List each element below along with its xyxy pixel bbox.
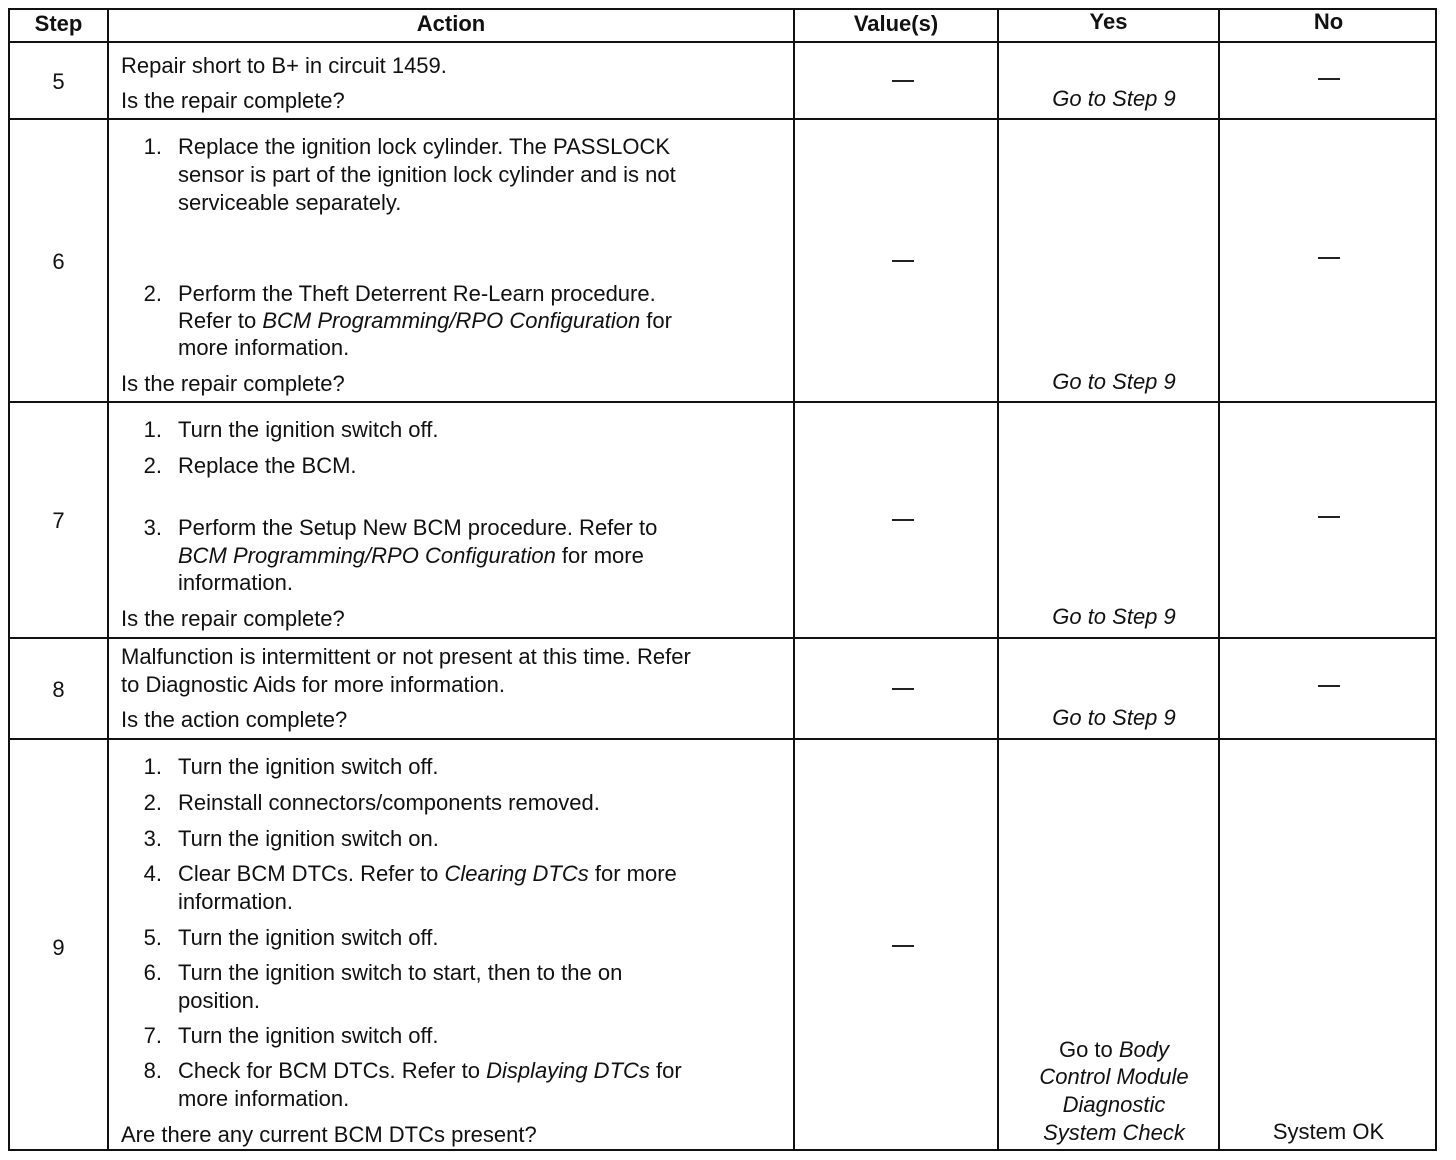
step-number: 5 (52, 69, 65, 94)
action-line: more information. (178, 335, 350, 360)
action-line: Perform the Setup New BCM procedure. Refer to (178, 515, 658, 540)
action-question: Are there any current BCM DTCs present? (121, 1122, 537, 1147)
list-number: 3. (143, 515, 162, 540)
value-dash (892, 519, 914, 521)
column-divider (793, 8, 795, 1151)
yes-go-to-reference: Go to Body (1058, 1037, 1170, 1062)
list-number: 7. (143, 1023, 162, 1048)
yes-go-to-step: Go to Step 9 (1052, 369, 1176, 394)
yes-go-to-reference: Diagnostic (1062, 1092, 1166, 1117)
action-line: Clear BCM DTCs. Refer to Clearing DTCs for more (178, 861, 677, 886)
action-question: Is the action complete? (121, 707, 348, 732)
action-line: Turn the ignition switch off. (178, 925, 439, 950)
action-text: to Diagnostic Aids for more information. (121, 672, 505, 697)
no-dash (1318, 685, 1340, 687)
action-line: Turn the ignition switch to start, then to the on (178, 960, 623, 985)
no-system-ok: System OK (1272, 1119, 1385, 1144)
list-number: 6. (143, 960, 162, 985)
action-line: position. (178, 988, 260, 1013)
step-number: 6 (52, 249, 65, 274)
action-line: serviceable separately. (178, 190, 402, 215)
header-values: Value(s) (853, 11, 939, 36)
value-dash (892, 80, 914, 82)
action-line: Perform the Theft Deterrent Re-Learn procedure. (178, 281, 656, 306)
list-number: 2. (143, 281, 162, 306)
no-dash (1318, 516, 1340, 518)
action-line: more information. (178, 1086, 350, 1111)
row-divider (8, 401, 1437, 403)
doc-reference: BCM Programming/RPO Configuration (178, 543, 556, 568)
step-number: 9 (52, 935, 65, 960)
list-number: 8. (143, 1058, 162, 1083)
row-divider (8, 738, 1437, 740)
list-number: 2. (143, 453, 162, 478)
yes-go-to-step: Go to Step 9 (1052, 86, 1176, 111)
list-number: 1. (143, 754, 162, 779)
header-yes: Yes (1089, 9, 1128, 34)
doc-reference: Clearing DTCs (444, 861, 589, 886)
action-text: Malfunction is intermittent or not present at this time. Refer (121, 644, 691, 669)
value-dash (892, 945, 914, 947)
yes-go-to-step: Go to Step 9 (1052, 604, 1176, 629)
action-line: Check for BCM DTCs. Refer to Displaying DTCs for (178, 1058, 682, 1083)
header-action: Action (416, 11, 486, 36)
value-dash (892, 688, 914, 690)
list-number: 1. (143, 417, 162, 442)
list-number: 1. (143, 134, 162, 159)
column-divider (1218, 8, 1220, 1151)
action-line: sensor is part of the ignition lock cylinder and is not (178, 162, 676, 187)
yes-go-to-reference: System Check (1043, 1120, 1185, 1145)
list-number: 5. (143, 925, 162, 950)
header-step: Step (34, 11, 83, 36)
action-line: Refer to BCM Programming/RPO Configuration for (178, 308, 672, 333)
row-divider (8, 637, 1437, 639)
action-line: Turn the ignition switch off. (178, 1023, 439, 1048)
step-number: 8 (52, 677, 65, 702)
yes-go-to-step: Go to Step 9 (1052, 705, 1176, 730)
action-line: Turn the ignition switch on. (178, 826, 439, 851)
column-divider (997, 8, 999, 1151)
action-line: Replace the ignition lock cylinder. The PASSLOCK (178, 134, 671, 159)
row-divider (8, 41, 1437, 43)
action-line: Turn the ignition switch off. (178, 417, 439, 442)
value-dash (892, 260, 914, 262)
action-text: Repair short to B+ in circuit 1459. (121, 53, 447, 78)
column-divider (107, 8, 109, 1151)
action-question: Is the repair complete? (121, 371, 345, 396)
list-number: 3. (143, 826, 162, 851)
yes-go-to-reference: Control Module (1039, 1064, 1189, 1089)
action-line: BCM Programming/RPO Configuration for more (178, 543, 644, 568)
step-number: 7 (52, 508, 65, 533)
doc-reference: BCM Programming/RPO Configuration (262, 308, 641, 333)
action-line: Reinstall connectors/components removed. (178, 790, 600, 815)
doc-reference: Displaying DTCs (486, 1058, 650, 1083)
list-number: 4. (143, 861, 162, 886)
list-number: 2. (143, 790, 162, 815)
action-question: Is the repair complete? (121, 88, 345, 113)
header-no: No (1313, 9, 1344, 34)
action-line: Turn the ignition switch off. (178, 754, 439, 779)
row-divider (8, 118, 1437, 120)
action-question: Is the repair complete? (121, 606, 345, 631)
no-dash (1318, 257, 1340, 259)
no-dash (1318, 78, 1340, 80)
action-line: information. (178, 889, 293, 914)
action-line: information. (178, 570, 293, 595)
action-line: Replace the BCM. (178, 453, 357, 478)
